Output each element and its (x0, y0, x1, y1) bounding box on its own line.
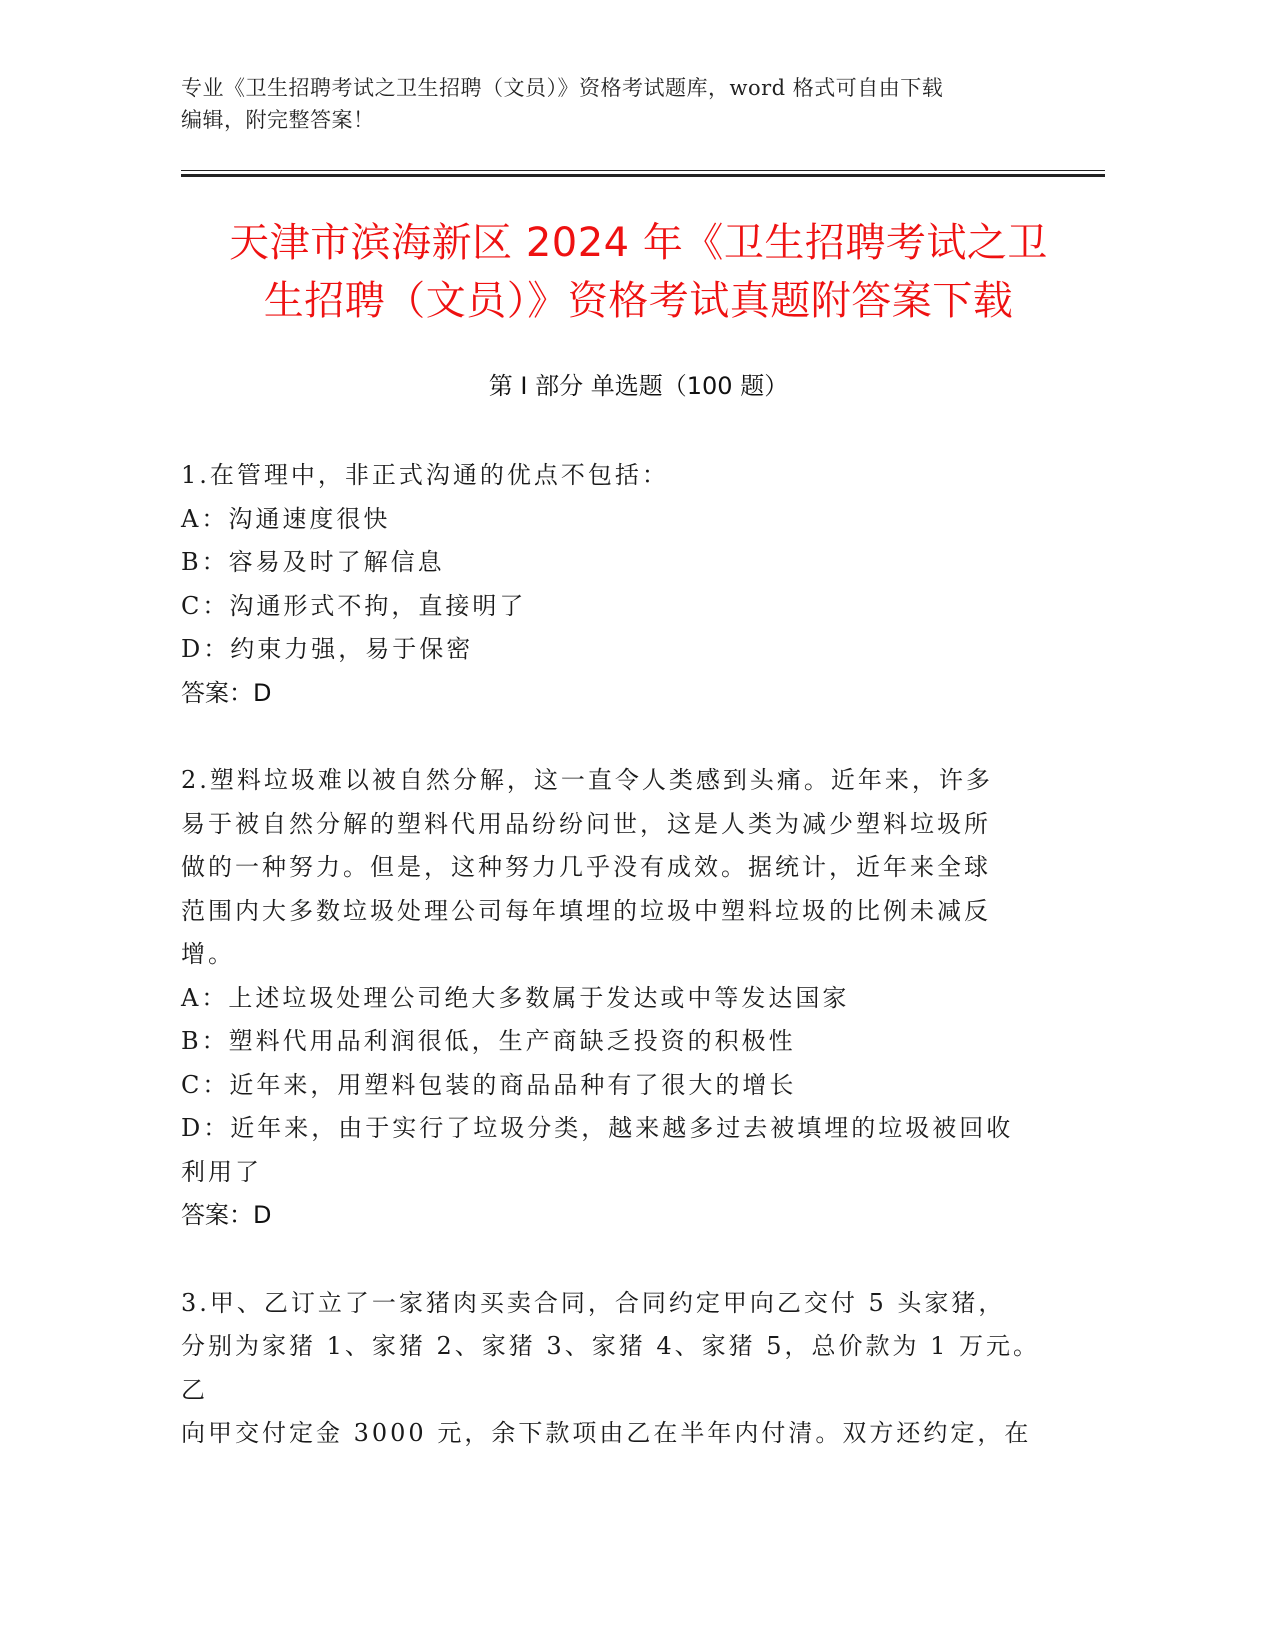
header-divider-thin (181, 170, 1105, 171)
question-list (181, 454, 1041, 1500)
document-title-line-1: 天津市滨海新区 2024 年《卫生招聘考试之卫 (229, 220, 1048, 266)
question-stem-line: 范围内大多数垃圾处理公司每年填埋的垃圾中塑料垃圾的比例未减反 (181, 896, 991, 925)
question-stem-line: 分别为家猪 1、家猪 2、家猪 3、家猪 4、家猪 5，总价款为 1 万元。乙 (181, 1332, 1041, 1404)
question-stem-line: 1.在管理中，非正式沟通的优点不包括： (181, 461, 669, 489)
answer: 答案：D (181, 1201, 272, 1229)
option-b: B：容易及时了解信息 (181, 548, 445, 576)
question-stem-line: 3.甲、乙订立了一家猪肉买卖合同，合同约定甲向乙交付 5 头家猪， (181, 1288, 1006, 1317)
question-stem-line: 易于被自然分解的塑料代用品纷纷问世，这是人类为减少塑料垃圾所 (181, 809, 991, 838)
option-d: D：近年来，由于实行了垃圾分类，越来越多过去被填埋的垃圾被回收 (181, 1114, 1014, 1142)
option-b: B：塑料代用品利润很低，生产商缺乏投资的积极性 (181, 1027, 796, 1055)
question-stem-line: 向甲交付定金 3000 元，余下款项由乙在半年内付清。双方还约定，在 (181, 1419, 1032, 1447)
question-stem-line: 做的一种努力。但是，这种努力几乎没有成效。据统计，近年来全球 (181, 853, 991, 881)
answer: 答案：D (181, 678, 272, 707)
header-divider-thick (181, 174, 1105, 177)
option-a: A：上述垃圾处理公司绝大多数属于发达或中等发达国家 (181, 983, 850, 1012)
question-3 (181, 1282, 1041, 1456)
header-note-line-1: 专业《卫生招聘考试之卫生招聘（文员）》资格考试题库，word 格式可自由下载 (181, 76, 944, 100)
question-stem-line: 增。 (181, 940, 235, 968)
header-note-line-2: 编辑，附完整答案！ (181, 108, 375, 132)
option-c: C：近年来，用塑料包装的商品品种有了很大的增长 (181, 1070, 797, 1099)
option-a: A：沟通速度很快 (181, 504, 391, 533)
question-1 (181, 454, 1041, 715)
section-title: 第 I 部分 单选题（100 题） (488, 372, 789, 400)
document-title-line-2: 生招聘（文员）》资格考试真题附答案下载 (263, 278, 1014, 324)
option-d: D：约束力强，易于保密 (181, 635, 474, 663)
option-c: C：沟通形式不拘，直接明了 (181, 591, 527, 620)
question-stem-line: 2.塑料垃圾难以被自然分解，这一直令人类感到头痛。近年来，许多 (181, 766, 993, 794)
option-d-continued: 利用了 (181, 1157, 262, 1186)
document-title (181, 214, 1096, 330)
question-2 (181, 759, 1041, 1238)
header-note (181, 72, 1081, 136)
